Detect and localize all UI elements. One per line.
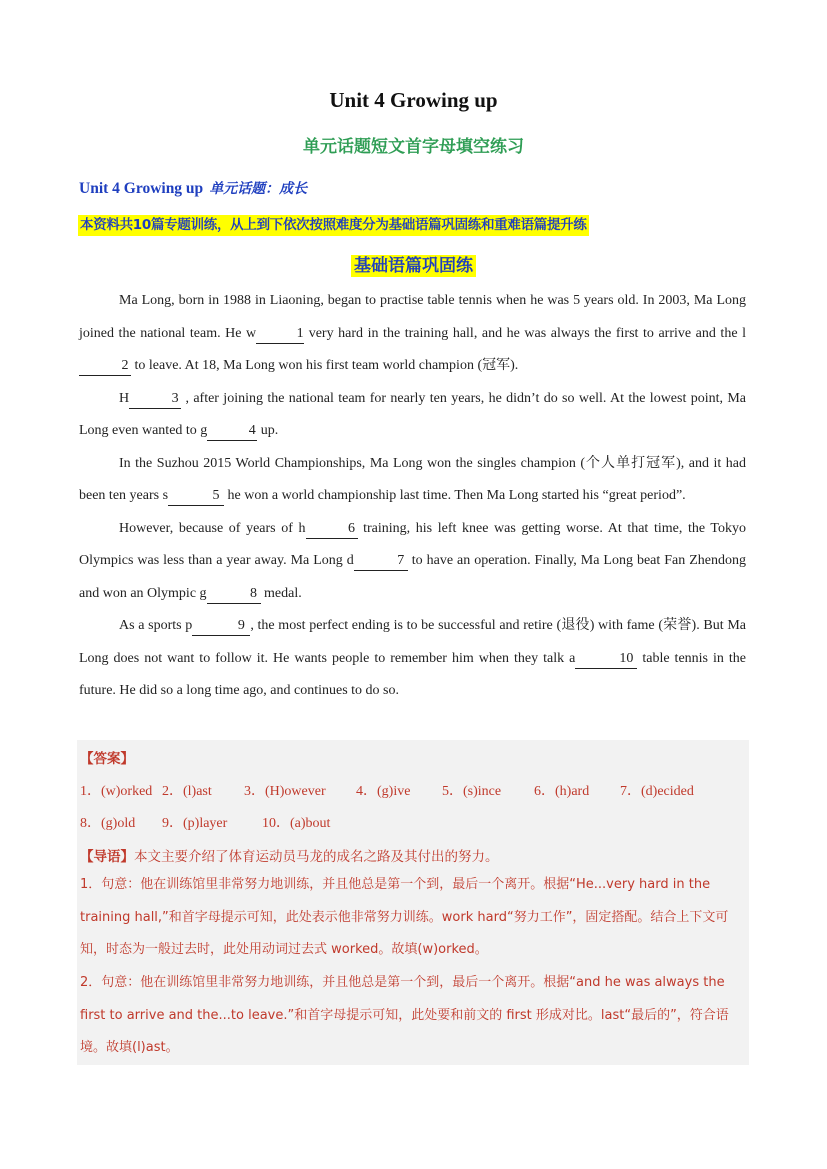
blank-8: 8 bbox=[207, 585, 261, 604]
text: Ma Long, born in 1988 in Liaoning, began to practise table tennis when he was 5 years old. In 2003, Ma Long joined the national team. He w bbox=[79, 293, 746, 341]
text: , the most perfect ending is to be successful and retire (退役) with fame (荣誉). But Ma Long does not want to follow it. He wants people to remember him when they talk a bbox=[79, 618, 746, 666]
notice-banner: 本资料共10篇专题训练，从上到下依次按照难度分为基础语篇巩固练和重难语篇提升练 bbox=[78, 215, 589, 236]
text: As a sports p bbox=[119, 618, 193, 633]
text: medal. bbox=[260, 585, 302, 601]
answer-item: 3．(H)owever bbox=[244, 784, 326, 799]
answer-item: 2．(l)ast bbox=[162, 784, 212, 799]
paragraph-3 bbox=[79, 448, 746, 513]
text: to have an operation. Finally, Ma Long beat Fan Zhendong and won an Olympic g bbox=[79, 553, 746, 601]
answer-item: 4．(g)ive bbox=[356, 784, 411, 799]
answer-item: 10．(a)bout bbox=[262, 816, 331, 831]
answer-row-1 bbox=[80, 780, 694, 800]
section-title: 基础语篇巩固练 bbox=[351, 255, 476, 277]
blank-7: 7 bbox=[354, 552, 408, 571]
blank-10: 10 bbox=[575, 650, 637, 669]
blank-4: 4 bbox=[207, 422, 257, 441]
answer-item: 1．(w)orked bbox=[80, 784, 153, 799]
paragraph-4 bbox=[79, 513, 746, 611]
text: he won a world championship last time. Then Ma Long started his “great period”. bbox=[224, 488, 686, 503]
guide-label: 【导语】 bbox=[80, 849, 134, 865]
unit-label: Unit 4 Growing up bbox=[79, 180, 204, 197]
blank-2: 2 bbox=[79, 357, 131, 376]
answer-box bbox=[77, 740, 749, 1065]
blank-1: 1 bbox=[256, 325, 304, 344]
blank-9: 9 bbox=[192, 617, 250, 636]
guide-text: 本文主要介绍了体育运动员马龙的成名之路及其付出的努力。 bbox=[134, 849, 499, 865]
answer-item: 5．(s)ince bbox=[442, 784, 502, 799]
text: H bbox=[119, 390, 130, 406]
answer-heading: 【答案】 bbox=[80, 751, 134, 767]
unit-line bbox=[79, 178, 307, 198]
text: In the Suzhou 2015 World Championships, Ma Long won the singles champion (个人单打冠军), and it had been ten years s bbox=[79, 455, 746, 503]
passage bbox=[79, 285, 746, 708]
text: up. bbox=[257, 423, 279, 438]
paragraph-5 bbox=[79, 610, 746, 708]
text: , after joining the national team for nearly ten years, he didn’t do so well. At the lowest point, Ma Long even wanted to g bbox=[79, 390, 746, 438]
text: However, because of years of h bbox=[119, 520, 306, 536]
explanation-2: 2．句意：他在训练馆里非常努力地训练，并且他总是第一个到，最后一个离开。根据“and he was always the first to arrive and the...to leave.”和首字母提示可知，此处要和前文的 first 形成对比。last“最后的”，符合语境。故填(l)ast。 bbox=[80, 975, 729, 1055]
blank-3: 3 bbox=[129, 390, 181, 409]
paragraph-1 bbox=[79, 285, 746, 383]
blank-6: 6 bbox=[306, 520, 358, 539]
explanation-1: 1．句意：他在训练馆里非常努力地训练，并且他总是第一个到，最后一个离开。根据“He...very hard in the training hall,”和首字母提示可知，此处表示他非常努力训练。work hard“努力工作”，固定搭配。结合上下文可知，时态为一般过去时，此处用动词过去式 worked。故填(w)orked。 bbox=[80, 877, 729, 957]
guide-line bbox=[80, 845, 499, 865]
text: table tennis in the future. He did so a long time ago, and continues to do so. bbox=[79, 650, 746, 698]
unit-topic: 单元话题：成长 bbox=[209, 181, 308, 197]
text: very hard in the training hall, and he was always the first to arrive and the l bbox=[304, 325, 746, 341]
answer-item: 9．(p)layer bbox=[162, 816, 228, 831]
page-subtitle: 单元话题短文首字母填空练习 bbox=[303, 137, 524, 157]
answer-item: 8．(g)old bbox=[80, 816, 136, 831]
section-heading bbox=[0, 251, 827, 276]
blank-5: 5 bbox=[168, 487, 224, 506]
text: training, his left knee was getting worse. At that time, the Tokyo Olympics was less than a year away. Ma Long d bbox=[79, 520, 746, 568]
page-title: Unit 4 Growing up bbox=[329, 88, 498, 112]
answer-row-2 bbox=[80, 812, 330, 832]
answer-item: 6．(h)ard bbox=[534, 784, 590, 799]
paragraph-2 bbox=[79, 383, 746, 448]
answer-item: 7．(d)ecided bbox=[620, 784, 694, 799]
text: to leave. At 18, Ma Long won his first team world champion (冠军). bbox=[131, 358, 519, 373]
